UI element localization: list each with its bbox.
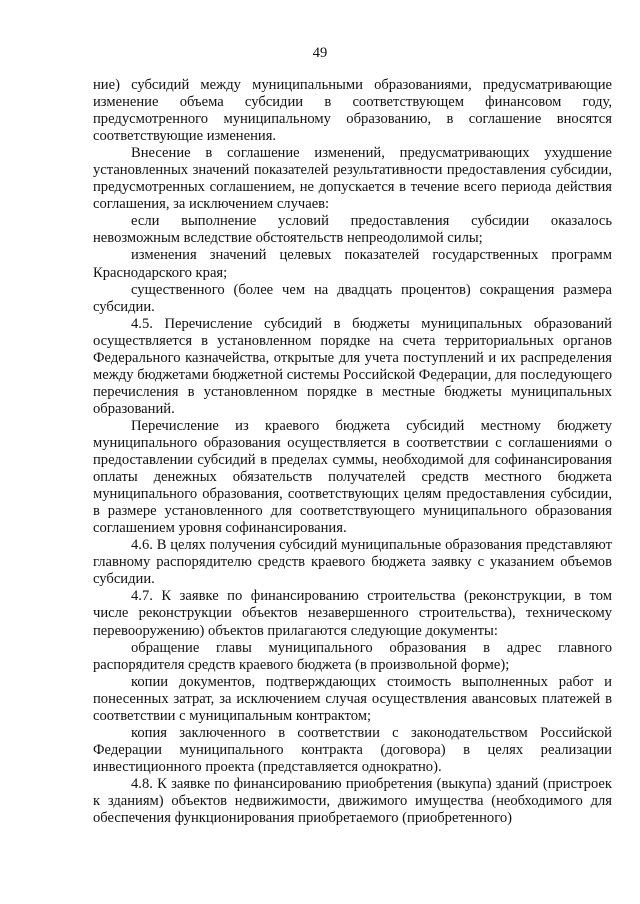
paragraph: ние) субсидий между муниципальными образованиями, предусматривающие изменение объема субсидии в соответствующем финансовом году, предусмотренного муниципальному образованию, в соглашение вносятся соответствующие изменения.	[93, 77, 612, 145]
paragraph: 4.6. В целях получения субсидий муниципальные образования представляют главному распорядителю средств краевого бюджета заявку с указанием объемов субсидии.	[93, 537, 612, 588]
paragraph: 4.5. Перечисление субсидий в бюджеты муниципальных образований осуществляется в установленном порядке на счета территориальных органов Федерального казначейства, открытые для учета поступлений и их распределения между бюджетами бюджетной системы Российской Федерации, для последующего перечисления в установленном порядке в местные бюджеты муниципальных образований.	[93, 315, 612, 417]
paragraph: 4.8. К заявке по финансированию приобретения (выкупа) зданий (пристроек к зданиям) объектов недвижимости, движимого имущества (необходимого для обеспечения функционирования приобретаемого (приобретенного)	[93, 775, 612, 827]
page-number: 49	[312, 45, 328, 61]
paragraph: изменения значений целевых показателей государственных программ Краснодарского края;	[93, 247, 612, 281]
paragraph: копии документов, подтверждающих стоимость выполненных работ и понесенных затрат, за исключением случая осуществления авансовых платежей в соответствии с муниципальным контрактом;	[93, 673, 612, 724]
paragraph: 4.7. К заявке по финансированию строительства (реконструкции, в том числе реконструкции объектов незавершенного строительства), техническому перевооружению) объектов прилагаются следующие документы:	[93, 588, 612, 639]
paragraph: копия заключенного в соответствии с законодательством Российской Федерации муниципального контракта (договора) в целях реализации инвестиционного проекта (представляется однократно).	[93, 724, 612, 775]
document-body	[93, 77, 612, 827]
paragraph: Перечисление из краевого бюджета субсидий местному бюджету муниципального образования осуществляется в соответствии с соглашениями о предоставлении субсидий в пределах суммы, необходимой для софинансирования оплаты денежных обязательств получателей средств местного бюджета муниципального образования, соответствующих целям предоставления субсидии, в размере установленного для соответствующего муниципального образования соглашением уровня софинансирования.	[93, 417, 612, 537]
paragraph: существенного (более чем на двадцать процентов) сокращения размера субсидии.	[93, 281, 612, 315]
paragraph: если выполнение условий предоставления субсидии оказалось невозможным вследствие обстоятельств непреодолимой силы;	[93, 213, 612, 247]
paragraph: Внесение в соглашение изменений, предусматривающих ухудшение установленных значений показателей результативности предоставления субсидии, предусмотренных соглашением, не допускается в течение всего периода действия соглашения, за исключением случаев:	[93, 145, 612, 213]
paragraph: обращение главы муниципального образования в адрес главного распорядителя средств краевого бюджета (в произвольной форме);	[93, 639, 612, 673]
